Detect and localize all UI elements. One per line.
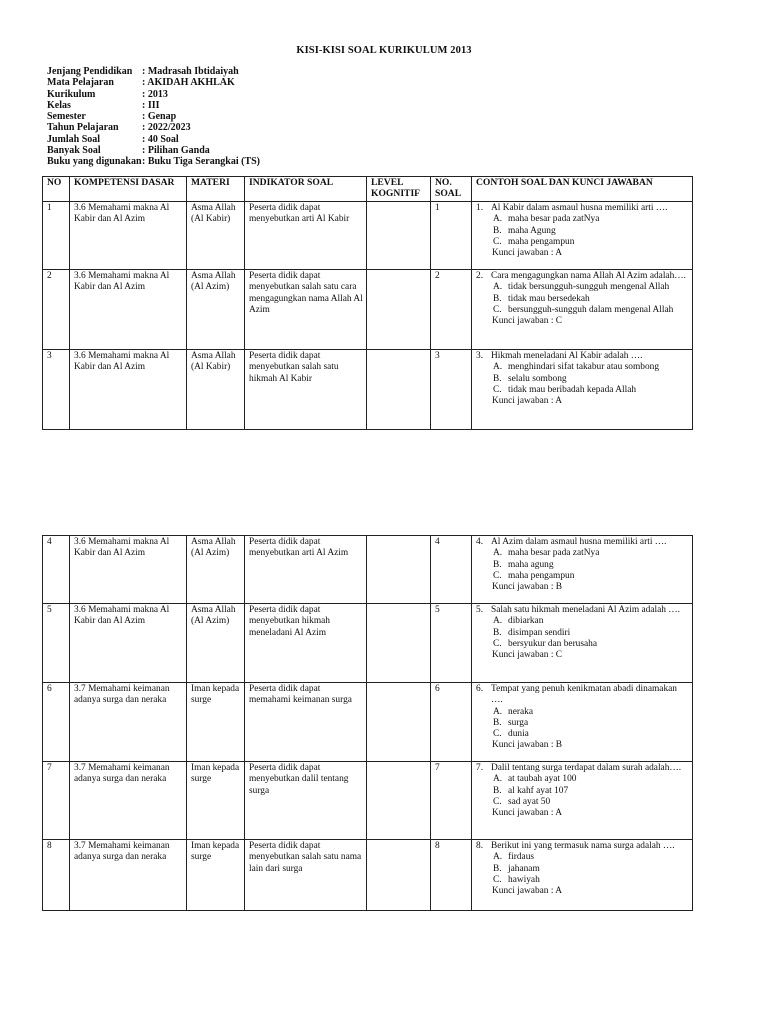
meta-value: : Madrasah Ibtidaiyah (142, 66, 239, 77)
option-letter: A. (493, 548, 503, 559)
answer-option (476, 237, 689, 248)
option-letter: B. (493, 373, 502, 384)
cell-materi: Asma Allah (Al Kabir) (187, 202, 245, 270)
answer-key: Kunci jawaban : B (492, 740, 563, 751)
option-letter: B. (493, 863, 502, 874)
answer-option (476, 571, 689, 582)
option-text: dibiarkan (508, 616, 544, 627)
meta-row (47, 100, 260, 111)
cell-materi: Iman kepada surge (187, 840, 245, 911)
cell-indikator-soal: Peserta didik dapat menyebutkan arti Al Kabir (245, 202, 367, 270)
answer-key: Kunci jawaban : A (492, 808, 563, 819)
meta-row (47, 77, 260, 88)
question-number: 1. (476, 203, 484, 213)
cell-materi: Iman kepada surge (187, 683, 245, 762)
answer-option (476, 875, 689, 886)
cell-level-kognitif (367, 604, 431, 683)
option-text: dunia (508, 729, 529, 740)
cell-level-kognitif (367, 270, 431, 350)
option-text: tidak bersungguh-sungguh mengenal Allah (508, 282, 670, 293)
answer-option (476, 362, 689, 373)
cell-kompetensi-dasar: 3.6 Memahami makna Al Kabir dan Al Azim (70, 536, 187, 604)
cell-no-soal: 6 (431, 683, 472, 762)
meta-key: Mata Pelajaran (47, 77, 114, 89)
meta-row (47, 111, 260, 122)
question-text: Hikmah meneladani Al Kabir adalah …. (491, 351, 643, 361)
option-text: firdaus (508, 852, 535, 863)
answer-option (476, 214, 689, 225)
cell-materi: Asma Allah (Al Azim) (187, 536, 245, 604)
option-letter: C. (493, 236, 502, 247)
meta-value: : 2022/2023 (142, 122, 191, 134)
cell-contoh-soal (472, 840, 693, 911)
answer-option (476, 718, 689, 729)
option-text: hawiyah (508, 874, 540, 885)
cell-materi: Asma Allah (Al Kabir) (187, 350, 245, 430)
answer-option (476, 628, 689, 639)
meta-row (47, 134, 260, 145)
meta-key: Semester (47, 111, 86, 123)
option-text: tidak mau bersedekah (508, 293, 590, 304)
cell-contoh-soal (472, 350, 693, 430)
option-letter: C. (493, 570, 502, 581)
question-number: 6. (476, 684, 484, 694)
option-text: maha besar pada zatNya (508, 214, 600, 225)
answer-option (476, 852, 689, 863)
meta-value: : Genap (142, 111, 177, 123)
option-text: maha pengampun (508, 236, 575, 247)
question-stem (476, 351, 689, 362)
document-meta (47, 66, 260, 168)
cell-no: 8 (43, 840, 70, 911)
answer-option (476, 548, 689, 559)
header-no-soal (431, 177, 472, 202)
cell-no: 6 (43, 683, 70, 762)
cell-kompetensi-dasar: 3.6 Memahami makna Al Kabir dan Al Azim (70, 270, 187, 350)
answer-key: Kunci jawaban : B (492, 582, 563, 593)
cell-kompetensi-dasar: 3.7 Memahami keimanan adanya surga dan neraka (70, 840, 187, 911)
meta-key: Jenjang Pendidikan (47, 66, 133, 77)
answer-option (476, 707, 689, 718)
meta-key: Banyak Soal (47, 145, 101, 157)
cell-no-soal: 2 (431, 270, 472, 350)
cell-indikator-soal: Peserta didik dapat menyebutkan salah satu hikmah Al Kabir (245, 350, 367, 430)
question-stem (476, 684, 689, 707)
meta-row (47, 89, 260, 100)
cell-level-kognitif (367, 840, 431, 911)
meta-value: : AKIDAH AKHLAK (142, 77, 235, 89)
option-text: maha pengampun (508, 570, 575, 581)
option-letter: C. (493, 729, 502, 740)
answer-key: Kunci jawaban : A (492, 396, 563, 407)
cell-kompetensi-dasar: 3.7 Memahami keimanan adanya surga dan neraka (70, 683, 187, 762)
meta-value: : III (142, 99, 160, 111)
option-text: maha agung (508, 559, 554, 570)
answer-key: Kunci jawaban : A (492, 248, 563, 259)
cell-level-kognitif (367, 350, 431, 430)
cell-no: 7 (43, 762, 70, 840)
question-text: Cara mengagungkan nama Allah Al Azim adalah…. (491, 271, 686, 281)
cell-materi: Asma Allah (Al Azim) (187, 270, 245, 350)
meta-key: Buku yang digunakan (47, 156, 142, 168)
option-letter: B. (493, 785, 502, 796)
cell-no: 4 (43, 536, 70, 604)
header-materi: MATERI (187, 177, 245, 202)
answer-option (476, 226, 689, 237)
cell-no-soal: 1 (431, 202, 472, 270)
meta-row (47, 122, 260, 133)
header-no-soal-line2: SOAL (435, 187, 462, 199)
meta-key: Kurikulum (47, 88, 96, 100)
answer-option (476, 374, 689, 385)
cell-contoh-soal (472, 683, 693, 762)
cell-no: 1 (43, 202, 70, 270)
cell-indikator-soal: Peserta didik dapat menyebutkan arti Al Azim (245, 536, 367, 604)
meta-key: Jumlah Soal (47, 133, 101, 145)
cell-indikator-soal: Peserta didik dapat menyebutkan salah satu nama lain dari surga (245, 840, 367, 911)
question-stem (476, 605, 689, 616)
table-row (43, 840, 693, 911)
answer-key: Kunci jawaban : C (492, 316, 563, 327)
cell-materi: Asma Allah (Al Azim) (187, 604, 245, 683)
cell-no-soal: 8 (431, 840, 472, 911)
option-text: surga (508, 717, 529, 728)
answer-option (476, 639, 689, 650)
cell-materi: Iman kepada surge (187, 762, 245, 840)
answer-option (476, 282, 689, 293)
cell-no: 2 (43, 270, 70, 350)
option-text: al kahf ayat 107 (508, 785, 569, 796)
cell-no-soal: 5 (431, 604, 472, 683)
header-level-line1: LEVEL (371, 177, 404, 188)
header-level-line2: KOGNITIF (371, 187, 421, 199)
answer-option (476, 385, 689, 396)
answer-option (476, 616, 689, 627)
question-number: 8. (476, 841, 484, 851)
cell-no-soal: 7 (431, 762, 472, 840)
question-number: 3. (476, 351, 484, 361)
kisi-kisi-table-page-2 (42, 535, 693, 911)
option-text: sad ayat 50 (508, 796, 551, 807)
cell-contoh-soal (472, 762, 693, 840)
option-letter: A. (493, 852, 503, 863)
option-letter: B. (493, 717, 502, 728)
cell-level-kognitif (367, 202, 431, 270)
option-letter: C. (493, 796, 502, 807)
header-no-soal-line1: NO. (435, 177, 452, 188)
option-text: maha Agung (508, 225, 556, 236)
question-number: 7. (476, 763, 484, 773)
cell-indikator-soal: Peserta didik dapat menyebutkan dalil tentang surga (245, 762, 367, 840)
header-no: NO (43, 177, 70, 202)
cell-contoh-soal (472, 604, 693, 683)
table-row (43, 762, 693, 840)
cell-no-soal: 4 (431, 536, 472, 604)
cell-no-soal: 3 (431, 350, 472, 430)
option-text: tidak mau beribadah kepada Allah (508, 384, 637, 395)
option-letter: C. (493, 304, 502, 315)
option-letter: A. (493, 362, 503, 373)
option-letter: B. (493, 225, 502, 236)
option-letter: B. (493, 627, 502, 638)
meta-value: : 2013 (142, 88, 168, 100)
document-title: KISI-KISI SOAL KURIKULUM 2013 (296, 45, 472, 56)
table-header-row (43, 177, 693, 202)
cell-contoh-soal (472, 202, 693, 270)
table-row (43, 350, 693, 430)
question-stem (476, 537, 689, 548)
cell-kompetensi-dasar: 3.6 Memahami makna Al Kabir dan Al Azim (70, 604, 187, 683)
answer-option (476, 294, 689, 305)
kisi-kisi-table-page-1 (42, 176, 693, 430)
table-row (43, 604, 693, 683)
option-letter: B. (493, 293, 502, 304)
answer-option (476, 729, 689, 740)
question-text: Dalil tentang surga terdapat dalam surah adalah…. (491, 763, 682, 773)
question-text: Salah satu hikmah meneladani Al Azim adalah …. (491, 605, 681, 615)
option-letter: B. (493, 559, 502, 570)
cell-indikator-soal: Peserta didik dapat menyebutkan salah satu cara mengagungkan nama Allah Al Azim (245, 270, 367, 350)
option-text: disimpan sendiri (508, 627, 571, 638)
cell-indikator-soal: Peserta didik dapat memahami keimanan surga (245, 683, 367, 762)
meta-row (47, 156, 260, 167)
option-letter: C. (493, 384, 502, 395)
question-stem (476, 203, 689, 214)
question-stem (476, 271, 689, 282)
answer-option (476, 774, 689, 785)
option-letter: C. (493, 874, 502, 885)
option-letter: A. (493, 706, 503, 717)
cell-no: 3 (43, 350, 70, 430)
answer-option (476, 797, 689, 808)
question-number: 5. (476, 605, 484, 615)
option-text: bersyukur dan berusaha (508, 638, 598, 649)
option-text: bersungguh-sungguh dalam mengenal Allah (508, 304, 674, 315)
cell-contoh-soal (472, 536, 693, 604)
meta-row (47, 66, 260, 77)
option-text: at taubah ayat 100 (508, 774, 577, 785)
question-number: 2. (476, 271, 484, 281)
question-text: Berikut ini yang termasuk nama surga adalah …. (491, 841, 675, 851)
table-row (43, 270, 693, 350)
option-text: menghindari sifat takabur atau sombong (508, 362, 660, 373)
option-text: jahanam (508, 863, 540, 874)
header-indikator-soal: INDIKATOR SOAL (245, 177, 367, 202)
answer-option (476, 786, 689, 797)
cell-kompetensi-dasar: 3.6 Memahami makna Al Kabir dan Al Azim (70, 350, 187, 430)
option-letter: A. (493, 282, 503, 293)
cell-level-kognitif (367, 683, 431, 762)
meta-value: : Buku Tiga Serangkai (TS) (142, 156, 261, 168)
option-text: maha besar pada zatNya (508, 548, 600, 559)
question-stem (476, 763, 689, 774)
question-text: Al Azim dalam asmaul husna memiliki arti …. (491, 537, 667, 547)
answer-key: Kunci jawaban : C (492, 650, 563, 661)
meta-key: Tahun Pelajaran (47, 122, 119, 134)
question-number: 4. (476, 537, 484, 547)
question-stem (476, 841, 689, 852)
cell-kompetensi-dasar: 3.7 Memahami keimanan adanya surga dan neraka (70, 762, 187, 840)
option-letter: A. (493, 214, 503, 225)
meta-row (47, 145, 260, 156)
table-row (43, 202, 693, 270)
answer-option (476, 864, 689, 875)
header-contoh-soal: CONTOH SOAL DAN KUNCI JAWABAN (472, 177, 693, 202)
option-letter: A. (493, 774, 503, 785)
answer-option (476, 305, 689, 316)
question-text: Al Kabir dalam asmaul husna memiliki arti …. (491, 203, 668, 213)
header-kompetensi-dasar: KOMPETENSI DASAR (70, 177, 187, 202)
answer-key: Kunci jawaban : A (492, 886, 563, 897)
cell-level-kognitif (367, 536, 431, 604)
cell-no: 5 (43, 604, 70, 683)
table-row (43, 536, 693, 604)
table-row (43, 683, 693, 762)
cell-kompetensi-dasar: 3.6 Memahami makna Al Kabir dan Al Azim (70, 202, 187, 270)
meta-key: Kelas (47, 99, 71, 111)
meta-value: : Pilihan Ganda (142, 145, 210, 157)
cell-level-kognitif (367, 762, 431, 840)
header-level-kognitif (367, 177, 431, 202)
meta-value: : 40 Soal (142, 133, 179, 145)
question-text: Tempat yang penuh kenikmatan abadi dinamakan …. (491, 684, 677, 706)
option-letter: A. (493, 616, 503, 627)
cell-indikator-soal: Peserta didik dapat menyebutkan hikmah meneladani Al Azim (245, 604, 367, 683)
answer-option (476, 560, 689, 571)
cell-contoh-soal (472, 270, 693, 350)
option-letter: C. (493, 638, 502, 649)
option-text: selalu sombong (508, 373, 567, 384)
option-text: neraka (508, 706, 533, 717)
